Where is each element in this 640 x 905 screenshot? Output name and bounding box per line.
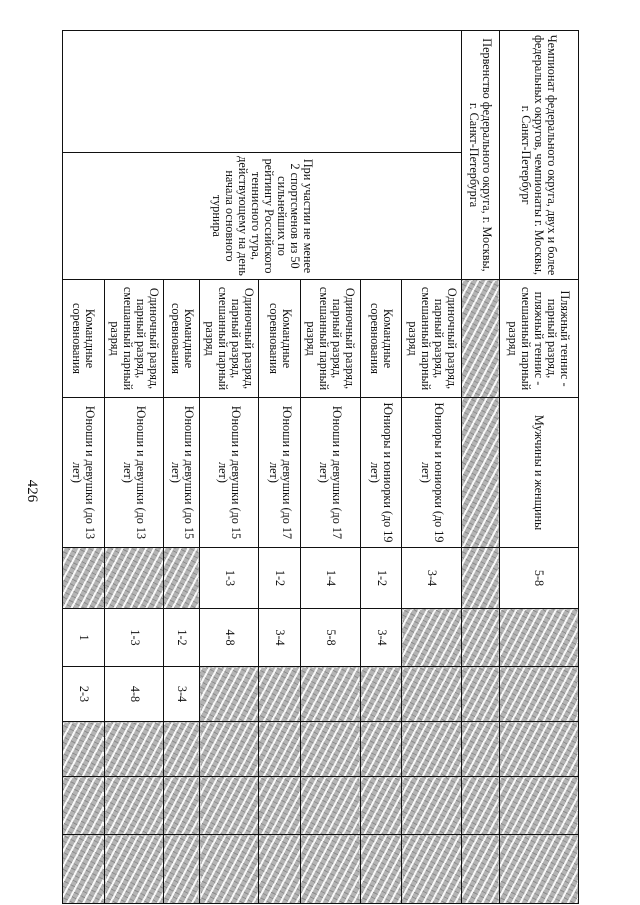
discipline-cell: Одиночный разряд, парный разряд, смешанный парный разряд [301, 280, 361, 398]
condition-cell: При участии не менее 2 спортсменов из 50 сильнейших по рейтингу Российского теннисного тура, действующему на день начала основного турнира [63, 153, 462, 280]
discipline-cell: Командные соревнования [360, 280, 402, 398]
shaded-cell [301, 667, 361, 722]
shaded-cell [402, 667, 462, 722]
shaded-cell [104, 548, 164, 609]
shaded-cell [63, 548, 105, 609]
place-cell: 1 [63, 609, 105, 667]
shaded-cell [199, 667, 259, 722]
shaded-cell [499, 722, 578, 777]
shaded-cell [63, 777, 105, 835]
shaded-cell [199, 835, 259, 904]
shaded-cell [499, 777, 578, 835]
age-group-cell: Юноши и девушки (до 15 лет) [199, 398, 259, 548]
shaded-cell [402, 722, 462, 777]
shaded-cell [462, 398, 500, 548]
place-cell: 1-2 [259, 548, 301, 609]
place-cell: 3-4 [360, 609, 402, 667]
place-cell: 1-3 [199, 548, 259, 609]
shaded-cell [462, 609, 500, 667]
place-cell: 1-2 [360, 548, 402, 609]
place-cell: 3-4 [164, 667, 200, 722]
shaded-cell [63, 722, 105, 777]
shaded-cell [499, 609, 578, 667]
shaded-cell [462, 280, 500, 398]
shaded-cell [259, 722, 301, 777]
shaded-cell [259, 667, 301, 722]
place-cell: 5-8 [499, 548, 578, 609]
sports-rank-table [62, 30, 579, 904]
shaded-cell [499, 835, 578, 904]
shaded-cell [301, 722, 361, 777]
place-cell: 3-4 [402, 548, 462, 609]
shaded-cell [402, 609, 462, 667]
shaded-cell [462, 777, 500, 835]
shaded-cell [360, 667, 402, 722]
discipline-cell: Одиночный разряд, парный разряд, смешанный парный разряд [199, 280, 259, 398]
shaded-cell [402, 777, 462, 835]
shaded-cell [104, 722, 164, 777]
age-group-cell: Мужчины и женщины [499, 398, 578, 548]
shaded-cell [104, 777, 164, 835]
age-group-cell: Юноши и девушки (до 13 лет) [63, 398, 105, 548]
competition-status-cell: Чемпионат федерального округа, двух и более федеральных округов, чемпионаты г. Москвы, г. Санкт-Петербург [499, 31, 578, 280]
shaded-cell [104, 835, 164, 904]
place-cell: 1-3 [104, 609, 164, 667]
page-number: 426 [24, 479, 40, 503]
table-row [462, 31, 500, 904]
shaded-cell [199, 777, 259, 835]
age-group-cell: Юноши и девушки (до 17 лет) [301, 398, 361, 548]
place-cell: 2-3 [63, 667, 105, 722]
shaded-cell [301, 835, 361, 904]
shaded-cell [164, 777, 200, 835]
shaded-cell [301, 777, 361, 835]
place-cell: 5-8 [301, 609, 361, 667]
age-group-cell: Юноши и девушки (до 15 лет) [164, 398, 200, 548]
shaded-cell [259, 777, 301, 835]
shaded-cell [402, 835, 462, 904]
place-cell: 4-8 [104, 667, 164, 722]
discipline-cell: Одиночный разряд, парный разряд, смешанный парный разряд [402, 280, 462, 398]
place-cell: 1-4 [301, 548, 361, 609]
place-cell: 1-2 [164, 609, 200, 667]
age-group-cell: Юниоры и юниорки (до 19 лет) [402, 398, 462, 548]
shaded-cell [164, 548, 200, 609]
place-cell: 3-4 [259, 609, 301, 667]
shaded-cell [259, 835, 301, 904]
discipline-cell: Командные соревнования [259, 280, 301, 398]
age-group-cell: Юноши и девушки (до 13 лет) [104, 398, 164, 548]
age-group-cell: Юниоры и юниорки (до 19 лет) [360, 398, 402, 548]
discipline-cell: Одиночный разряд, парный разряд, смешанный парный разряд [104, 280, 164, 398]
shaded-cell [164, 835, 200, 904]
shaded-cell [164, 722, 200, 777]
discipline-cell: Пляжный теннис - парный разряд, пляжный теннис - смешанный парный разряд [499, 280, 578, 398]
shaded-cell [462, 548, 500, 609]
rotated-table-wrapper [62, 30, 579, 903]
competition-status-cell: Первенство федерального округа, г. Москвы, г. Санкт-Петербурга [462, 31, 500, 280]
table-row [499, 31, 578, 904]
shaded-cell [360, 722, 402, 777]
shaded-cell [63, 835, 105, 904]
blank-status-cell [63, 31, 462, 153]
shaded-cell [462, 667, 500, 722]
place-cell: 4-8 [199, 609, 259, 667]
age-group-cell: Юноши и девушки (до 17 лет) [259, 398, 301, 548]
discipline-cell: Командные соревнования [63, 280, 105, 398]
discipline-cell: Командные соревнования [164, 280, 200, 398]
table-row [402, 31, 462, 904]
shaded-cell [199, 722, 259, 777]
shaded-cell [360, 835, 402, 904]
shaded-cell [360, 777, 402, 835]
shaded-cell [499, 667, 578, 722]
shaded-cell [462, 835, 500, 904]
shaded-cell [462, 722, 500, 777]
